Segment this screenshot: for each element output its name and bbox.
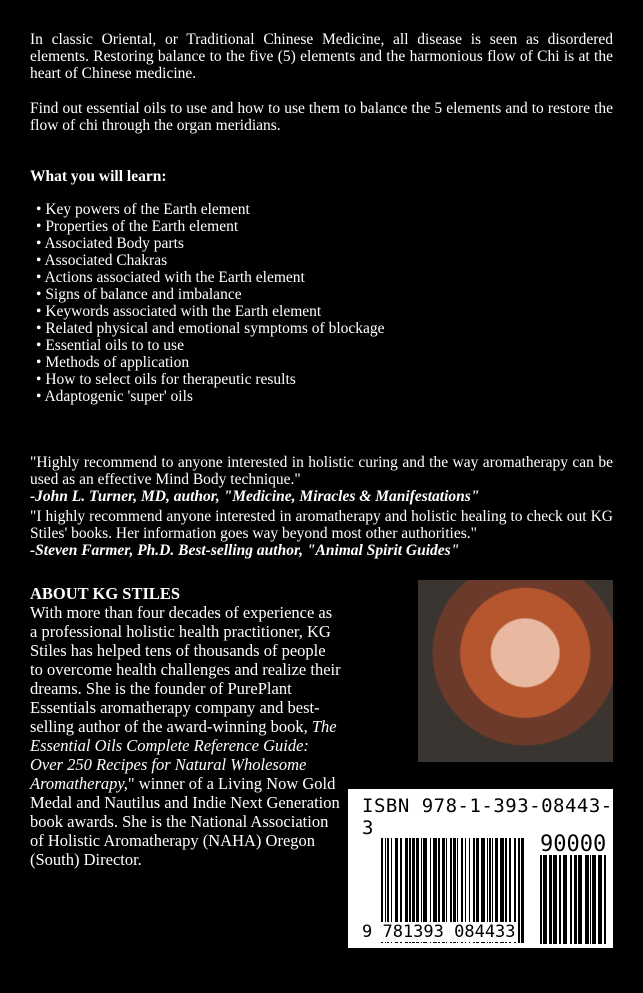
list-item: • Essential oils to to use — [36, 337, 385, 354]
barcode-bar — [559, 855, 561, 944]
about-body-end: " winner of a Living Now Gold Medal and Nautilus and Indie Next Generation book awards. She is the National Association of Holistic Aromatherapy (NAHA) Oregon (South) Director. — [30, 774, 340, 869]
about-body: With more than four decades of experience as a professional holistic health practitioner, KG Stiles has helped tens of thousands of people to overcome health challenges and realize their dreams. She is the founder of PurePlant Essentials aromatherapy company and best-selling author of the award-winning book, — [30, 603, 341, 736]
list-item: • Related physical and emotional symptoms of blockage — [36, 320, 385, 337]
learn-heading: What you will learn: — [30, 168, 167, 185]
list-item: • Key powers of the Earth element — [36, 201, 385, 218]
learn-list — [36, 201, 385, 405]
barcode-bar — [598, 855, 602, 944]
list-item: • Methods of application — [36, 354, 385, 371]
list-item: • Actions associated with the Earth element — [36, 269, 385, 286]
barcode-bar — [604, 855, 606, 944]
barcode-number: 9 781393 084433 — [362, 922, 516, 942]
book-title: The Essential Oils Complete Reference Guide: Over 250 Recipes for Natural Wholesome Aromatherapy, — [30, 717, 337, 793]
list-item: • Properties of the Earth element — [36, 218, 385, 235]
barcode-bar — [585, 855, 589, 944]
barcode-bar — [518, 838, 520, 943]
barcode-bar — [549, 855, 552, 944]
about-heading: ABOUT KG STILES — [30, 584, 181, 603]
barcode-bar — [592, 855, 596, 944]
isbn-label: ISBN 978-1-393-08443-3 — [362, 795, 613, 839]
quote-attribution: -Steven Farmer, Ph.D. Best-selling author, "Animal Spirit Guides" — [30, 542, 460, 559]
author-photo — [418, 580, 613, 762]
barcode-bar — [540, 855, 542, 944]
list-item: • Associated Chakras — [36, 252, 385, 269]
isbn-barcode — [348, 789, 613, 948]
quote-text: "Highly recommend to anyone interested in holistic curing and the way aromatherapy can be used as an effective Mind Body technique." — [30, 454, 613, 488]
intro-paragraph-2: Find out essential oils to use and how to use them to balance the 5 elements and to restore the flow of chi through the organ meridians. — [30, 100, 613, 134]
barcode-bar — [578, 855, 582, 944]
about-author — [30, 584, 342, 869]
list-item: • Keywords associated with the Earth element — [36, 303, 385, 320]
price-code: 90000 — [540, 832, 607, 857]
list-item: • Signs of balance and imbalance — [36, 286, 385, 303]
quote-text: "I highly recommend anyone interested in aromatherapy and holistic healing to check out KG Stiles' books. Her information goes way beyond most other authorities." — [30, 508, 613, 542]
quote-1 — [30, 454, 613, 505]
list-item: • Associated Body parts — [36, 235, 385, 252]
barcode-bar — [553, 855, 557, 944]
barcode-bar — [570, 855, 572, 944]
barcode-addon-bars — [540, 855, 610, 944]
barcode-bar — [521, 838, 524, 943]
intro-paragraph-1: In classic Oriental, or Traditional Chinese Medicine, all disease is seen as disordered elements. Restoring balance to the five (5) elements and the harmonious flow of Chi is at the heart of Chinese medicine. — [30, 31, 613, 82]
list-item: • Adaptogenic 'super' oils — [36, 388, 385, 405]
quote-2 — [30, 508, 613, 559]
list-item: • How to select oils for therapeutic results — [36, 371, 385, 388]
barcode-bar — [574, 855, 577, 944]
barcode-bar — [590, 855, 591, 944]
barcode-bar — [543, 855, 547, 944]
quote-attribution: -John L. Turner, MD, author, "Medicine, Miracles & Manifestations" — [30, 488, 480, 505]
barcode-bar — [563, 855, 567, 944]
